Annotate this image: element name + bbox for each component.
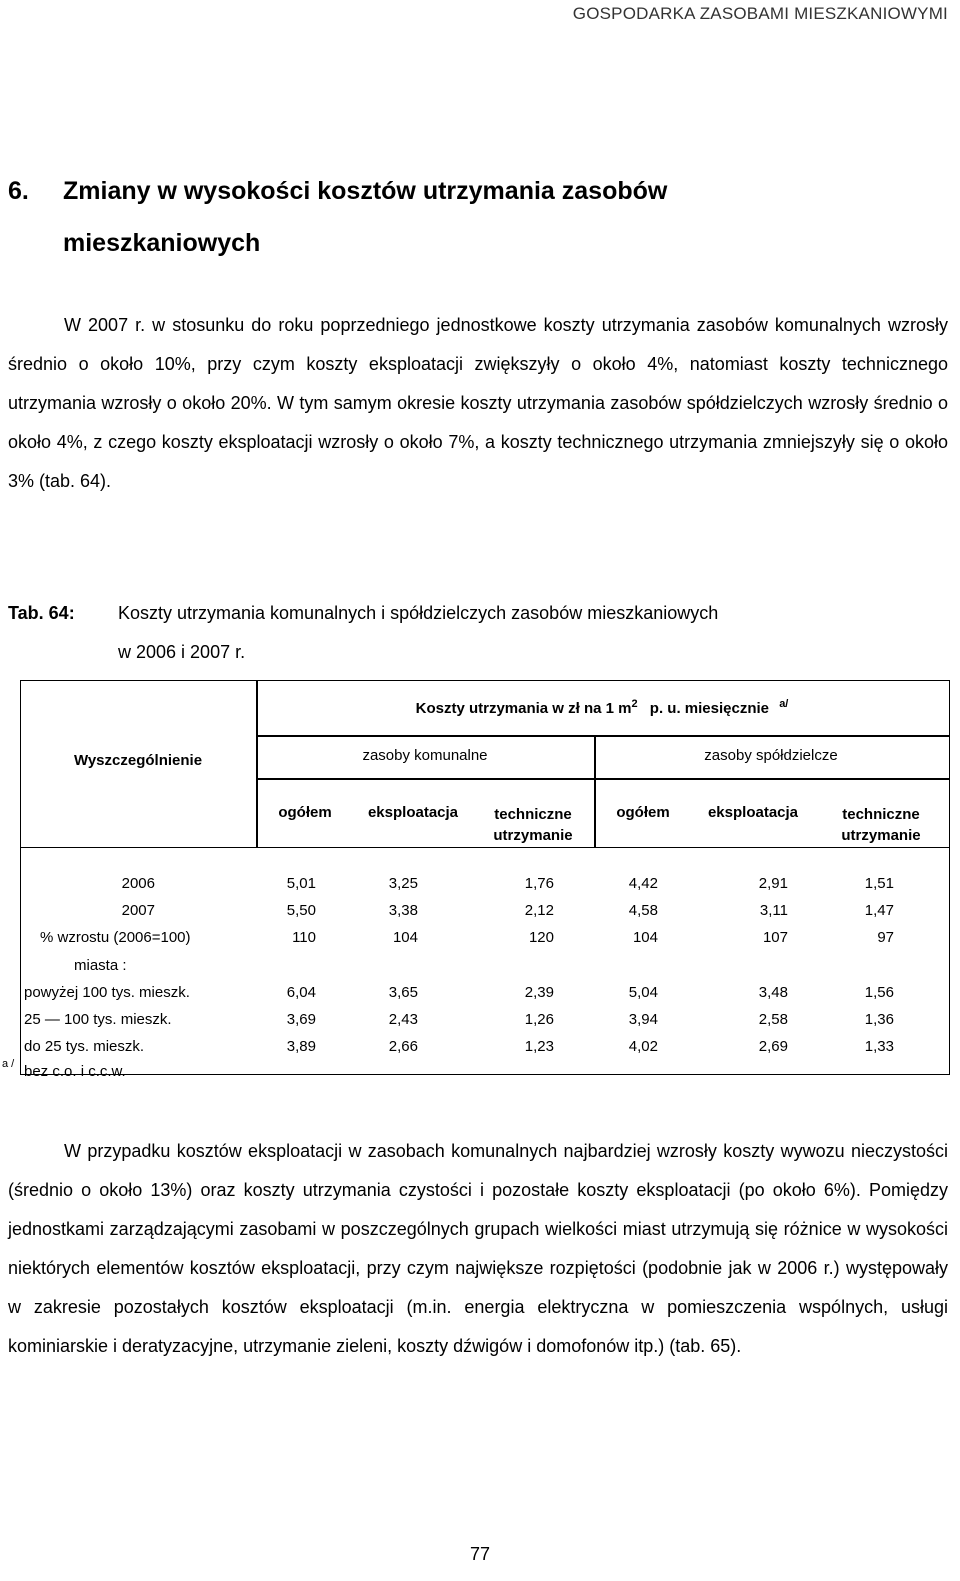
table-cell: 2,69 <box>758 1038 788 1055</box>
table-cell: 3,94 <box>628 1011 658 1028</box>
row-label: 25 — 100 tys. mieszk. <box>24 1011 172 1028</box>
table-cell: 2,12 <box>524 902 554 919</box>
paragraph-conclusion-text: W przypadku kosztów eksploatacji w zasobach komunalnych najbardziej wzrosły koszty wywozu nieczystości (średnio o około 13%) oraz koszty utrzymania czystości i pozostałe koszty eksploatacji (po około 6%). Pomiędzy jednostkami zarządzającymi zasobami w poszczególnych grupach wielkości miast utrzymują się różnice w wysokości niektórych elementów kosztów eksploatacji, przy czym największe rozpiętości (podobnie jak w 2006 r.) występowały w zakresie pozostałych kosztów eksploatacji (m.in. energia elektryczna w pomieszczenia wspólnych, usługi kominiarskie i deratyzacyjne, utrzymanie zieleni, koszty dźwigów i domofonów itp.) (tab. 65). <box>8 1141 948 1356</box>
row-label: miasta : <box>74 957 127 974</box>
paragraph-conclusion <box>8 1132 948 1366</box>
table-cell: 104 <box>632 929 658 946</box>
table-cell: 110 <box>292 929 316 946</box>
group-spoldzielcze: zasoby spółdzielcze <box>704 747 838 764</box>
table-cell: 3,65 <box>388 984 418 1001</box>
table-cell: 107 <box>762 929 788 946</box>
table-cell: 4,58 <box>628 902 658 919</box>
row-label: 2007 <box>121 902 155 919</box>
table-cell: 3,25 <box>388 875 418 892</box>
paragraph-intro-text: W 2007 r. w stosunku do roku poprzedniego jednostkowe koszty utrzymania zasobów komunalnych wzrosły średnio o około 10%, przy czym koszty eksploatacji zwiększyły o około 4%, natomiast koszty technicznego utrzymania wzrosły o około 20%. W tym samym okresie koszty utrzymania zasobów spółdzielczych wzrosły średnio o około 4%, z czego koszty eksploatacji wzrosły o około 7%, a koszty technicznego utrzymania zmniejszyły się o około 3% (tab. 64). <box>8 315 948 491</box>
table-cell: 5,01 <box>286 875 316 892</box>
col-header: eksploatacja <box>367 804 459 821</box>
col-header: eksploatacja <box>707 804 799 821</box>
table-cell: 1,36 <box>864 1011 894 1028</box>
table-cell: 104 <box>392 929 418 946</box>
col-header: techniczne utrzymanie <box>841 806 921 844</box>
group-komunalne: zasoby komunalne <box>362 747 488 764</box>
row-label: 2006 <box>121 875 155 892</box>
table-caption <box>8 594 718 672</box>
row-header: Wyszczególnienie <box>73 752 203 769</box>
table-cell: 1,51 <box>864 875 894 892</box>
table-cell: 2,58 <box>758 1011 788 1028</box>
paragraph-intro <box>8 306 948 501</box>
top-header: Koszty utrzymania w zł na 1 $m^2$ p. u. miesięcznie $^{a/}$ <box>415 698 789 717</box>
table-caption-line1: Koszty utrzymania komunalnych i spółdzielczych zasobów mieszkaniowych <box>118 603 719 623</box>
row-label: do 25 tys. mieszk. <box>24 1038 145 1055</box>
table-caption-label: Tab. 64: <box>8 603 75 623</box>
table-cell: 6,04 <box>286 984 316 1001</box>
footnote-mark: a / <box>2 1058 15 1070</box>
cost-table <box>2 680 950 1080</box>
page-number: 77 <box>469 1544 491 1564</box>
section-title <box>8 165 667 269</box>
col-header: ogółem <box>278 804 332 821</box>
table-cell: 1,33 <box>864 1038 894 1055</box>
section-number: 6. <box>8 177 29 205</box>
table-cell: 5,04 <box>628 984 658 1001</box>
table-cell: 3,11 <box>759 902 788 919</box>
table-cell: 2,43 <box>388 1011 418 1028</box>
footnote-text: bez c.o. i c.c.w. <box>24 1063 126 1080</box>
table-cell: 3,48 <box>758 984 788 1001</box>
row-label: % wzrostu (2006=100) <box>40 929 191 946</box>
col-header: techniczne utrzymanie <box>493 806 573 844</box>
table-cell: 3,89 <box>286 1038 316 1055</box>
table-cell: 1,56 <box>864 984 894 1001</box>
section-title-line1: Zmiany w wysokości kosztów utrzymania zasobów <box>63 177 668 205</box>
row-label: powyżej 100 tys. mieszk. <box>24 984 190 1001</box>
table-cell: 2,66 <box>388 1038 418 1055</box>
table-cell: 4,02 <box>628 1038 658 1055</box>
table-cell: 1,76 <box>524 875 554 892</box>
table-caption-line2: w 2006 i 2007 r. <box>118 642 246 662</box>
table-cell: 120 <box>528 929 554 946</box>
table-cell: 1,26 <box>524 1011 554 1028</box>
table-cell: 1,23 <box>524 1038 554 1055</box>
section-title-line2: mieszkaniowych <box>63 229 261 257</box>
table-cell: 3,38 <box>388 902 418 919</box>
table-cell: 5,50 <box>286 902 316 919</box>
table-cell: 4,42 <box>628 875 658 892</box>
table-cell: 2,39 <box>524 984 554 1001</box>
table-cell: 97 <box>877 929 894 946</box>
table-cell: 2,91 <box>758 875 788 892</box>
table-cell: 1,47 <box>864 902 894 919</box>
col-header: ogółem <box>616 804 670 821</box>
table-cell: 3,69 <box>286 1011 316 1028</box>
running-header: GOSPODARKA ZASOBAMI MIESZKANIOWYMI <box>572 4 948 23</box>
